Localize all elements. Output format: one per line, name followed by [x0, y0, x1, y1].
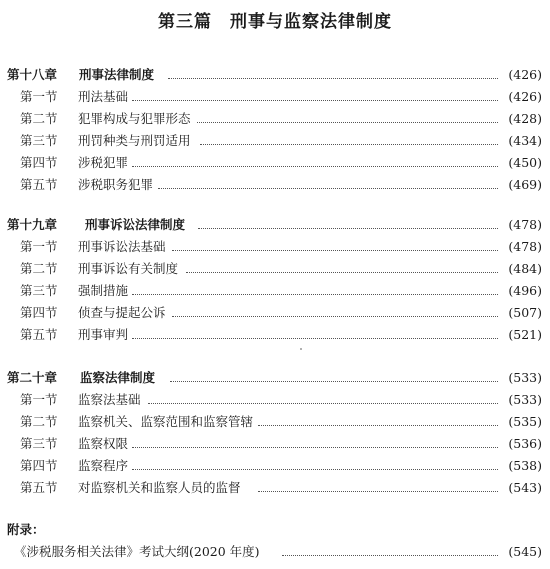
page-number: (426) — [508, 89, 542, 104]
section-number: 第一节 — [20, 392, 58, 407]
dot-leader — [258, 424, 498, 426]
dot-leader — [168, 77, 498, 79]
chapter-row[interactable] — [0, 66, 550, 84]
chapter-title: 刑事法律制度 — [79, 67, 155, 82]
dot-leader — [200, 143, 498, 145]
dot-leader — [282, 554, 498, 556]
page-number: (533) — [508, 392, 542, 407]
section-title: 监察机关、监察范围和监察管辖 — [78, 414, 254, 429]
section-number: 第三节 — [20, 436, 58, 451]
section-number: 第二节 — [20, 261, 58, 276]
dot-leader — [132, 165, 498, 167]
section-row[interactable] — [0, 260, 550, 278]
dot-leader — [172, 249, 498, 251]
section-number: 第四节 — [20, 305, 58, 320]
section-row[interactable] — [0, 435, 550, 453]
section-number: 第五节 — [20, 480, 58, 495]
section-row[interactable] — [0, 457, 550, 475]
section-row[interactable] — [0, 238, 550, 256]
section-row[interactable] — [0, 326, 550, 344]
chapter-row[interactable] — [0, 369, 550, 387]
section-title: 涉税职务犯罪 — [78, 177, 154, 192]
section-title: 刑罚种类与刑罚适用 — [78, 133, 191, 148]
section-row[interactable] — [0, 391, 550, 409]
page-number: (507) — [508, 305, 542, 320]
dot-leader — [197, 121, 498, 123]
appendix-title: 《涉税服务相关法律》考试大纲(2020 年度) — [14, 544, 260, 559]
page-number: (478) — [508, 217, 542, 232]
page-number: (434) — [508, 133, 542, 148]
section-number: 第三节 — [20, 133, 58, 148]
section-row[interactable] — [0, 154, 550, 172]
section-number: 第四节 — [20, 155, 58, 170]
section-title: 监察程序 — [78, 458, 129, 473]
section-row[interactable] — [0, 413, 550, 431]
page-number: (478) — [508, 239, 542, 254]
section-number: 第四节 — [20, 458, 58, 473]
page-number: (496) — [508, 283, 542, 298]
section-row[interactable] — [0, 282, 550, 300]
page-number: (426) — [508, 67, 542, 82]
section-number: 第五节 — [20, 327, 58, 342]
section-title: 对监察机关和监察人员的监督 — [78, 480, 241, 495]
section-row[interactable] — [0, 88, 550, 106]
section-number: 第一节 — [20, 89, 58, 104]
section-title: 监察法基础 — [78, 392, 141, 407]
section-title: 侦查与提起公诉 — [78, 305, 166, 320]
dot-leader — [132, 446, 498, 448]
dot-leader — [170, 380, 498, 382]
page-number: (543) — [508, 480, 542, 495]
page-number: (484) — [508, 261, 542, 276]
page-number: (538) — [508, 458, 542, 473]
chapter-number: 第二十章 — [7, 370, 58, 385]
chapter-number: 第十九章 — [7, 217, 58, 232]
section-title: 刑法基础 — [78, 89, 129, 104]
section-title: 犯罪构成与犯罪形态 — [78, 111, 191, 126]
appendix-row[interactable] — [0, 543, 550, 561]
dot-leader — [132, 99, 498, 101]
part-title: 第三篇 刑事与监察法律制度 — [158, 12, 392, 32]
chapter-title: 监察法律制度 — [80, 370, 156, 385]
dot-leader — [198, 227, 498, 229]
section-row[interactable] — [0, 132, 550, 150]
section-number: 第二节 — [20, 111, 58, 126]
page-number: (533) — [508, 370, 542, 385]
section-number: 第五节 — [20, 177, 58, 192]
dot-leader — [132, 468, 498, 470]
chapter-title: 刑事诉讼法律制度 — [85, 217, 186, 232]
section-title: 刑事诉讼法基础 — [78, 239, 166, 254]
dot-leader — [186, 271, 498, 273]
dot-leader — [132, 337, 498, 339]
appendix-heading: 附录： — [7, 522, 45, 537]
page-number: (545) — [508, 544, 542, 559]
section-row[interactable] — [0, 479, 550, 497]
dot-leader — [148, 402, 498, 404]
section-row[interactable] — [0, 176, 550, 194]
dot-leader — [172, 315, 498, 317]
dot-leader — [132, 293, 498, 295]
section-title: 监察权限 — [78, 436, 129, 451]
page-number: (428) — [508, 111, 542, 126]
section-title: 刑事审判 — [78, 327, 129, 342]
dot-leader — [258, 490, 498, 492]
page-number: (469) — [508, 177, 542, 192]
section-number: 第三节 — [20, 283, 58, 298]
page-number: (521) — [508, 327, 542, 342]
section-title: 刑事诉讼有关制度 — [78, 261, 179, 276]
section-title: 强制措施 — [78, 283, 129, 298]
section-row[interactable] — [0, 304, 550, 322]
scan-speck — [300, 348, 302, 350]
section-row[interactable] — [0, 110, 550, 128]
dot-leader — [158, 187, 498, 189]
section-number: 第一节 — [20, 239, 58, 254]
section-title: 涉税犯罪 — [78, 155, 129, 170]
page-number: (536) — [508, 436, 542, 451]
page-number: (535) — [508, 414, 542, 429]
section-number: 第二节 — [20, 414, 58, 429]
chapter-row[interactable] — [0, 216, 550, 234]
page-number: (450) — [508, 155, 542, 170]
chapter-number: 第十八章 — [7, 67, 58, 82]
